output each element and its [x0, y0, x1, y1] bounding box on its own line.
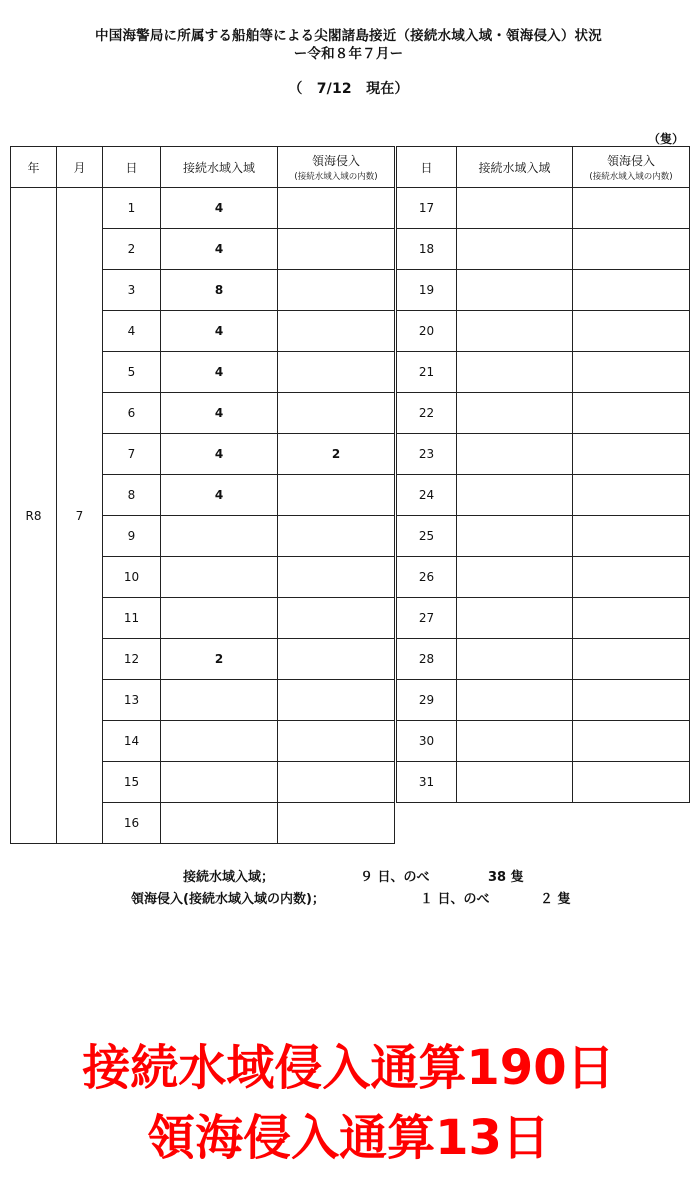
cell-day: 15 [103, 762, 161, 803]
summary-territorial-label: 領海侵入(接続水域入域の内数)； [131, 892, 325, 907]
banner-contiguous-total: 接続水域侵入通算190日 [82, 1040, 615, 1096]
cell-day: 28 [397, 639, 457, 680]
cell-day: 30 [397, 721, 457, 762]
header-day: 日 [103, 147, 161, 188]
cell-contiguous [457, 598, 573, 639]
cell-day: 2 [103, 229, 161, 270]
cell-year: R8 [11, 188, 57, 844]
cell-contiguous [457, 639, 573, 680]
cell-territorial [278, 270, 395, 311]
cell-territorial [278, 803, 395, 844]
table-row [397, 270, 690, 311]
cell-territorial [573, 516, 690, 557]
cell-contiguous [161, 516, 278, 557]
cell-day: 1 [103, 188, 161, 229]
cell-contiguous [161, 762, 278, 803]
cell-day: 23 [397, 434, 457, 475]
cell-territorial [278, 311, 395, 352]
cell-territorial [573, 434, 690, 475]
cell-contiguous: 4 [161, 393, 278, 434]
cell-contiguous [457, 762, 573, 803]
cell-contiguous [457, 270, 573, 311]
header-year: 年 [11, 147, 57, 188]
cell-contiguous [457, 393, 573, 434]
cell-territorial [278, 393, 395, 434]
cell-day: 16 [103, 803, 161, 844]
summary-territorial-ships: ２ 隻 [540, 892, 571, 907]
cell-contiguous: 4 [161, 188, 278, 229]
cell-contiguous [457, 434, 573, 475]
cell-territorial [573, 598, 690, 639]
cell-day: 29 [397, 680, 457, 721]
cell-day: 13 [103, 680, 161, 721]
cell-day: 21 [397, 352, 457, 393]
cell-territorial [278, 352, 395, 393]
cell-contiguous [457, 680, 573, 721]
cell-day: 20 [397, 311, 457, 352]
table-right [396, 146, 690, 803]
cell-day: 6 [103, 393, 161, 434]
cell-territorial [573, 557, 690, 598]
cell-territorial [573, 475, 690, 516]
header-territorial-label: 領海侵入 [606, 154, 655, 168]
cell-contiguous: 8 [161, 270, 278, 311]
cell-territorial [573, 229, 690, 270]
cell-contiguous [457, 188, 573, 229]
table-row [397, 557, 690, 598]
cell-day: 7 [103, 434, 161, 475]
cell-territorial [573, 680, 690, 721]
cell-day: 9 [103, 516, 161, 557]
header-contiguous: 接続水域入域 [161, 147, 278, 188]
table-row [397, 352, 690, 393]
cell-day: 26 [397, 557, 457, 598]
cell-territorial: 2 [278, 434, 395, 475]
summary-contiguous-days: ９ 日、のべ [360, 870, 430, 885]
table-header-row [11, 147, 395, 188]
cell-day: 8 [103, 475, 161, 516]
summary-territorial-days: １ 日、のべ [420, 892, 490, 907]
cell-territorial [573, 721, 690, 762]
table-row [397, 762, 690, 803]
cell-day: 25 [397, 516, 457, 557]
cell-territorial [573, 393, 690, 434]
banner-territorial-total: 領海侵入通算13日 [147, 1110, 550, 1166]
cell-territorial [278, 188, 395, 229]
cell-contiguous [161, 721, 278, 762]
header-territorial [278, 147, 395, 188]
cell-contiguous: 2 [161, 639, 278, 680]
cell-day: 22 [397, 393, 457, 434]
table-row [397, 516, 690, 557]
cell-contiguous [457, 229, 573, 270]
cell-territorial [278, 762, 395, 803]
summary-contiguous-label: 接続水域入域； [183, 870, 275, 885]
header-territorial-label: 領海侵入 [311, 154, 360, 168]
cell-day: 11 [103, 598, 161, 639]
cell-territorial [278, 516, 395, 557]
document-title: 中国海警局に所属する船舶等による尖閣諸島接近（接続水域入域・領海侵入）状況 [95, 28, 602, 44]
cell-territorial [278, 598, 395, 639]
cell-territorial [573, 311, 690, 352]
table-row [397, 434, 690, 475]
cell-month: 7 [57, 188, 103, 844]
cell-contiguous [161, 803, 278, 844]
header-territorial-note: (接続水域入域の内数) [589, 172, 673, 182]
header-territorial [573, 147, 690, 188]
cell-day: 17 [397, 188, 457, 229]
table-row [397, 311, 690, 352]
table-row [397, 393, 690, 434]
cell-territorial [573, 762, 690, 803]
cell-contiguous: 4 [161, 311, 278, 352]
cell-contiguous [161, 557, 278, 598]
cell-contiguous [457, 475, 573, 516]
table-row [397, 188, 690, 229]
unit-label: （隻） [648, 132, 685, 146]
as-of-date: （ 7/12 現在） [288, 81, 409, 97]
cell-territorial [278, 721, 395, 762]
table-row [397, 229, 690, 270]
cell-day: 24 [397, 475, 457, 516]
cell-territorial [278, 229, 395, 270]
cell-day: 18 [397, 229, 457, 270]
table-row [397, 598, 690, 639]
header-territorial-note: (接続水域入域の内数) [294, 172, 378, 182]
cell-day: 10 [103, 557, 161, 598]
header-contiguous: 接続水域入域 [457, 147, 573, 188]
summary-contiguous-ships: 38 隻 [488, 870, 524, 885]
cell-contiguous [457, 311, 573, 352]
cell-territorial [573, 352, 690, 393]
cell-contiguous [161, 598, 278, 639]
cell-territorial [278, 475, 395, 516]
cell-contiguous: 4 [161, 475, 278, 516]
document-subtitle: ー令和８年７月ー [293, 46, 404, 62]
cell-territorial [278, 557, 395, 598]
cell-territorial [573, 188, 690, 229]
cell-day: 19 [397, 270, 457, 311]
cell-territorial [278, 680, 395, 721]
cell-contiguous: 4 [161, 434, 278, 475]
cell-contiguous: 4 [161, 229, 278, 270]
table-left [10, 146, 395, 844]
cell-day: 5 [103, 352, 161, 393]
table-row [11, 188, 395, 229]
cell-day: 12 [103, 639, 161, 680]
table-row [397, 721, 690, 762]
cell-contiguous [457, 557, 573, 598]
cell-territorial [573, 639, 690, 680]
header-month: 月 [57, 147, 103, 188]
cell-territorial [573, 270, 690, 311]
table-row [397, 680, 690, 721]
cell-day: 14 [103, 721, 161, 762]
cell-day: 3 [103, 270, 161, 311]
cell-contiguous [161, 680, 278, 721]
cell-day: 4 [103, 311, 161, 352]
table-row [397, 639, 690, 680]
cell-contiguous [457, 721, 573, 762]
cell-contiguous [457, 352, 573, 393]
header-day: 日 [397, 147, 457, 188]
cell-contiguous: 4 [161, 352, 278, 393]
cell-day: 27 [397, 598, 457, 639]
cell-territorial [278, 639, 395, 680]
table-row [397, 475, 690, 516]
cell-contiguous [457, 516, 573, 557]
cell-day: 31 [397, 762, 457, 803]
table-header-row [397, 147, 690, 188]
